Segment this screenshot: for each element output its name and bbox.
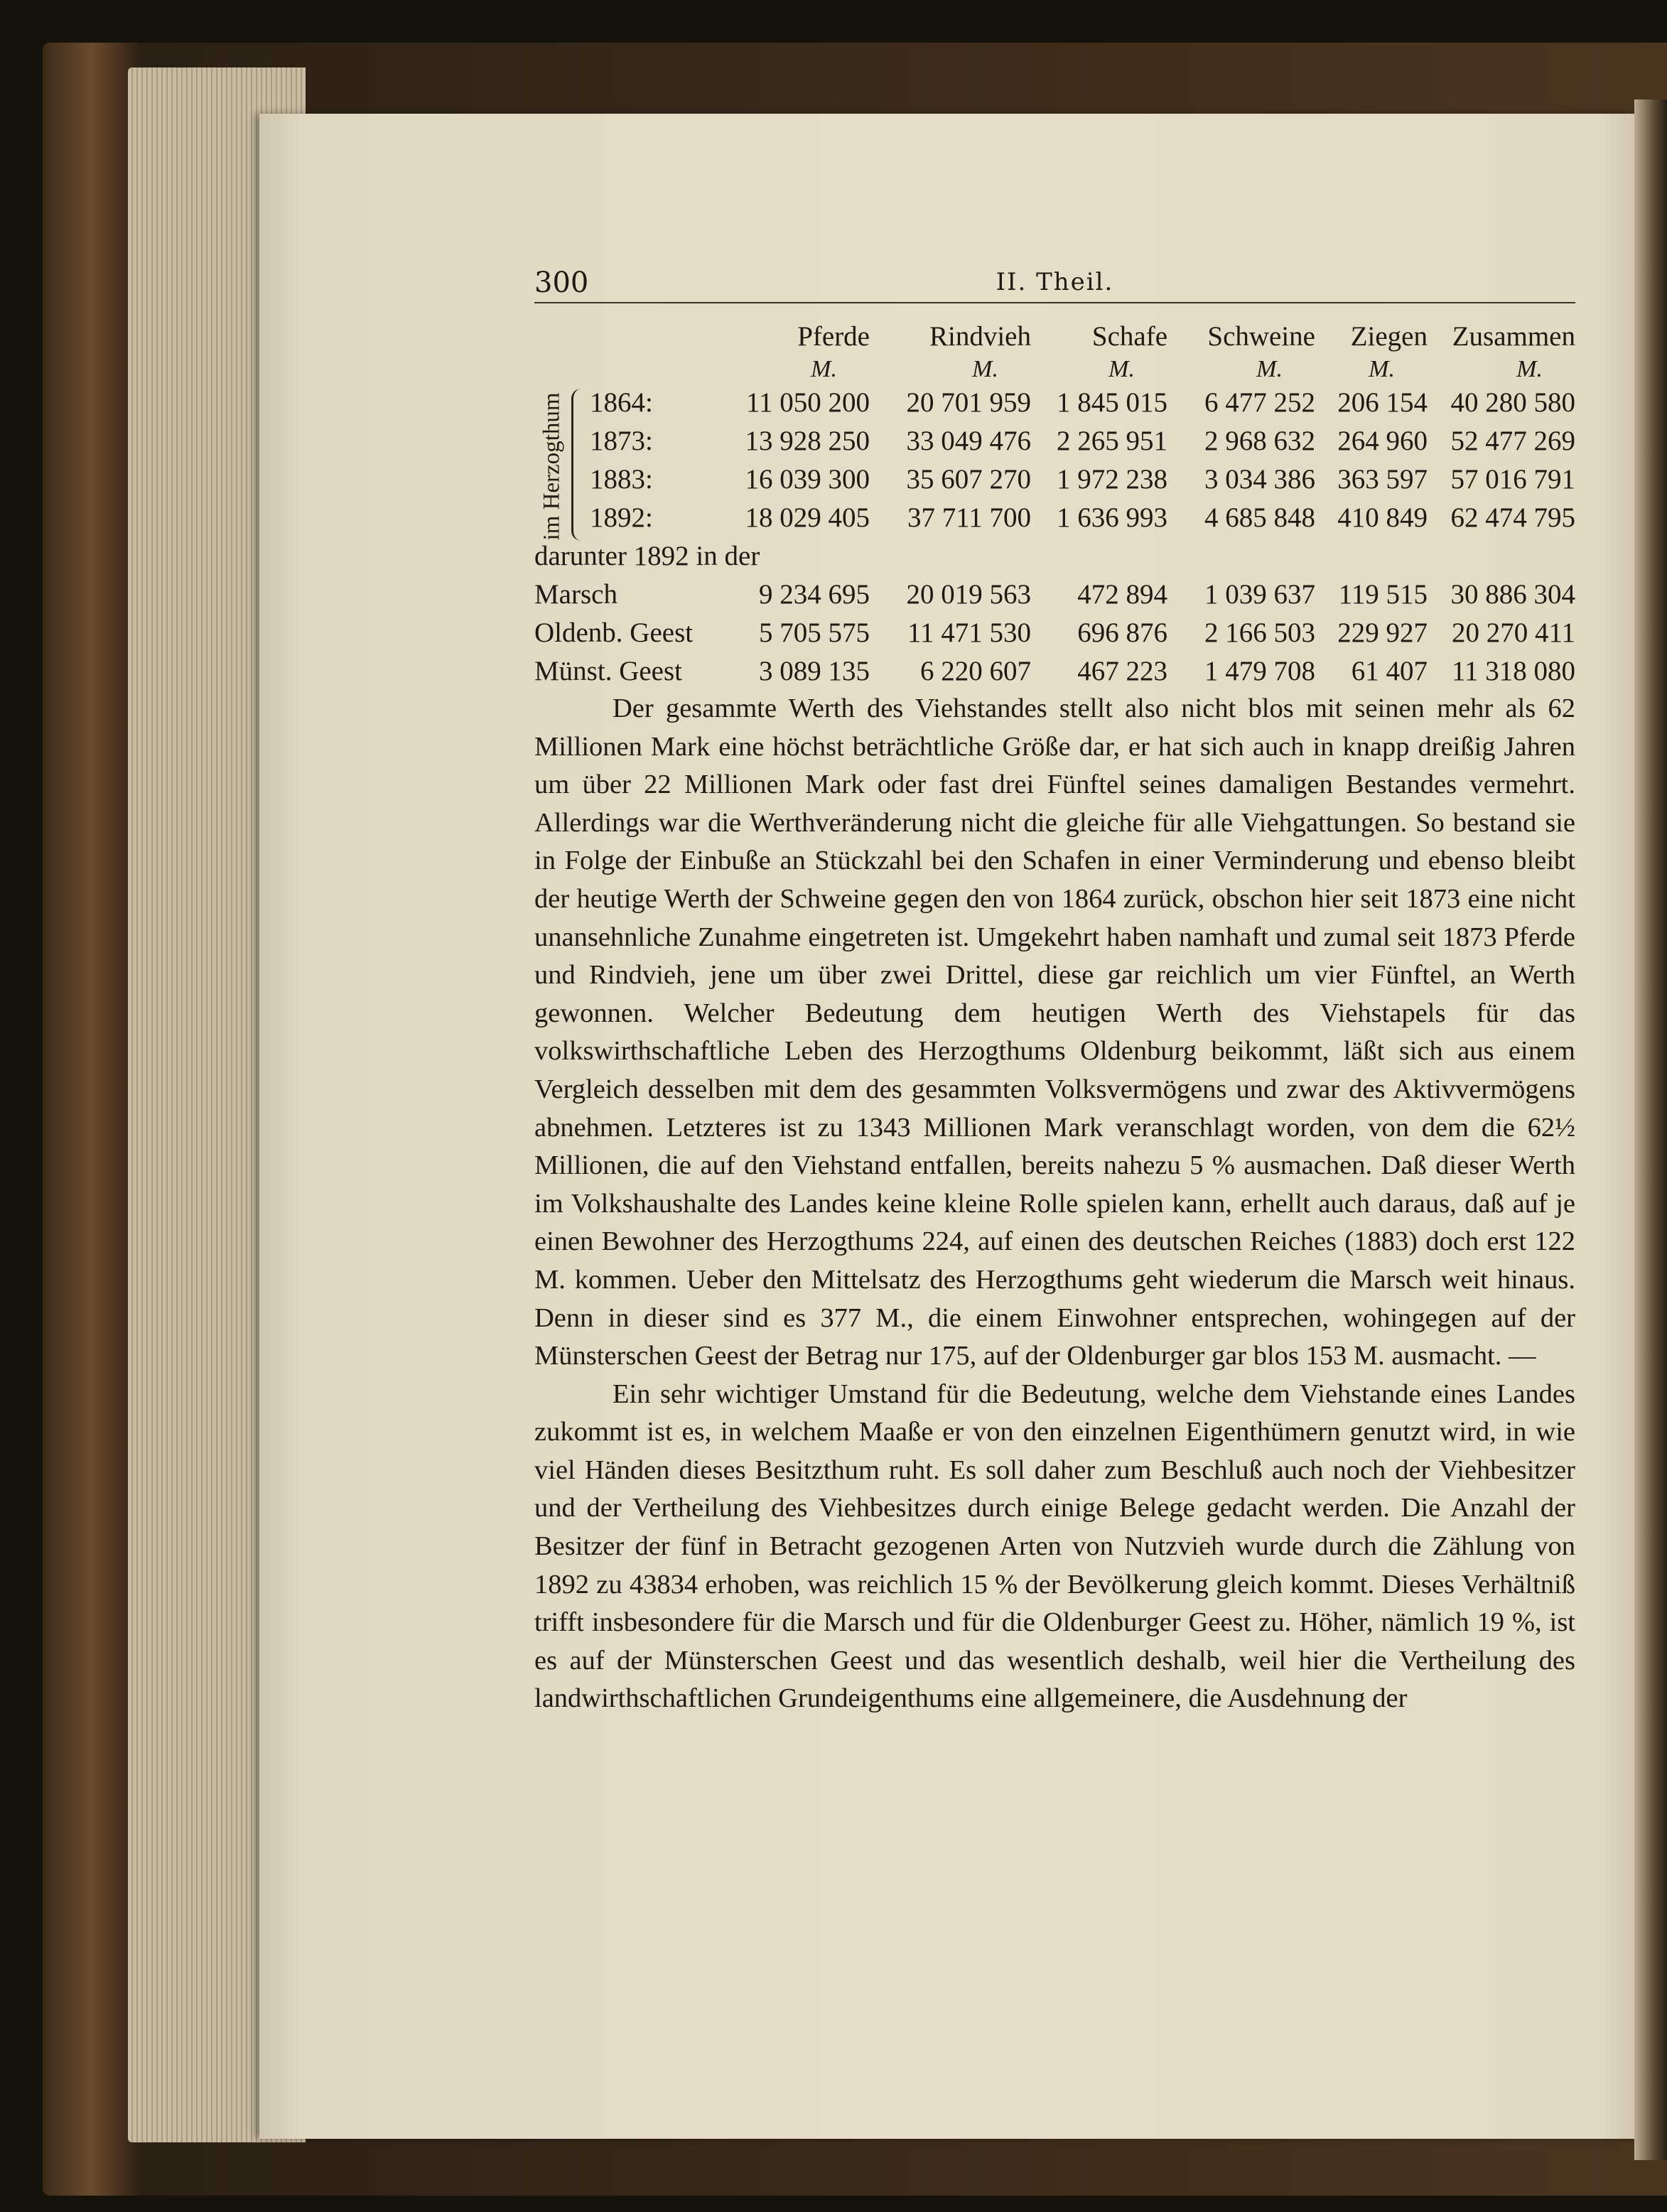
row-label: Oldenb. Geest [534,617,694,648]
table-row [534,383,1575,421]
row-label: 1864: [590,387,653,418]
table-row [534,498,1575,536]
table-row [534,460,1575,498]
table-header-row [534,316,1575,356]
table-cell: 16 039 300 [745,463,870,495]
table-cell: 467 223 [1077,655,1167,686]
table-cell: 20 019 563 [906,578,1031,610]
table-cell: 472 894 [1077,578,1167,610]
brace [571,389,588,541]
page-header [534,259,1575,303]
table-cell: 264 960 [1337,425,1428,456]
table-cell: 1 972 238 [1057,463,1167,495]
table-cell: 363 597 [1337,463,1428,495]
table-cell: 52 477 269 [1450,425,1575,456]
unit-label: M. [1108,356,1135,382]
column-header: Schafe [1091,320,1167,352]
row-label: Marsch [534,578,617,610]
table-cell: 30 886 304 [1450,578,1575,610]
row-label: Münst. Geest [534,655,682,686]
unit-label: M. [1516,356,1543,382]
table-cell: 1 039 637 [1204,578,1315,610]
page-content [534,259,1575,1718]
table-cell: 40 280 580 [1450,387,1575,418]
table-cell: 33 049 476 [906,425,1031,456]
table-cell: 5 705 575 [759,617,870,648]
table-cell: 62 474 795 [1450,502,1575,533]
row-label: 1892: [590,502,653,533]
group-label: im Herzogthum [539,392,565,541]
table-cell: 696 876 [1077,617,1167,648]
column-header: Schweine [1207,320,1315,352]
table-cell: 35 607 270 [906,463,1031,495]
running-head: II. Theil. [996,268,1114,296]
table-cell: 2 968 632 [1204,425,1315,456]
page-number: 300 [534,266,589,299]
table-cell: 410 849 [1337,502,1428,533]
table-row [534,652,1575,690]
table-cell: 11 318 080 [1451,655,1575,686]
table-cell: 1 636 993 [1057,502,1167,533]
table-cell: 13 928 250 [745,425,870,456]
table-cell: 20 270 411 [1451,617,1575,648]
table-cell: 6 477 252 [1204,387,1315,418]
table-cell: 3 089 135 [759,655,870,686]
table-subheading: darunter 1892 in der [534,540,760,571]
table-cell: 4 685 848 [1204,502,1315,533]
table-cell: 2 166 503 [1204,617,1315,648]
unit-label: M. [811,356,837,382]
unit-label: M. [1256,356,1283,382]
livestock-value-table [534,316,1575,690]
row-label: 1883: [590,463,653,495]
column-header: Rindvieh [929,320,1031,352]
table-cell: 20 701 959 [906,387,1031,418]
body-paragraph: Ein sehr wichtiger Umstand für die Bedeutung, welche dem Viehstande eines Landes zukommt ist es, in welchem Maaße er von den einzelnen Eigenthümern genutzt wird, in wie viel Händen dieses Besitzthum ruht. Es soll daher zum Beschluß auch noch der Viehbesitzer und der Vertheilung des Viehbesitzes durch einige Belege gedacht werden. Die Anzahl der Besitzer der fünf in Betracht gezogenen Arten von Nutzvieh wurde durch die Zählung von 1892 zu 43834 erhoben, was reichlich 15 % der Bevölkerung gleich kommt. Dieses Verhältniß trifft insbesondere für die Marsch und für die Oldenburger Geest zu. Höher, nämlich 19 %, ist es auf der Münsterschen Geest und das wesentlich deshalb, weil hier die Vertheilung des landwirthschaftlichen Grundeigenthums eine allgemeinere, die Ausdehnung der [534,1379,1575,1714]
table-cell: 9 234 695 [759,578,870,610]
book-gutter [1634,99,1667,2160]
body-paragraph: Der gesammte Werth des Viehstandes stellt also nicht blos mit seinen mehr als 62 Millionen Mark eine höchst beträchtliche Größe dar, er hat sich auch in knapp dreißig Jahren um über 22 Millionen Mark oder fast drei Fünftel seines damaligen Bestandes vermehrt. Allerdings war die Werthveränderung nicht die gleiche für alle Viehgattungen. So bestand sie in Folge der Einbuße an Stückzahl bei den Schafen in einer Verminderung und ebenso bleibt der heutige Werth der Schweine gegen den von 1864 zurück, obschon hier seit 1873 eine nicht unansehnliche Zunahme eingetreten ist. Umgekehrt haben namhaft und zumal seit 1873 Pferde und Rindvieh, jene um über zwei Drittel, diese gar reichlich um vier Fünftel, an Werth gewonnen. Welcher Bedeutung dem heutigen Werth des Viehstapels für das volkswirthschaftliche Leben des Herzogthums Oldenburg beikommt, läßt sich aus einem Vergleich desselben mit dem des gesammten Volksvermögens und zwar des Aktivvermögens abnehmen. Letzteres ist zu 1343 Millionen Mark veranschlagt worden, von dem die 62½ Millionen, die auf den Viehstand entfallen, bereits nahezu 5 % ausmachen. Daß dieser Werth im Volkshaushalte des Landes keine kleine Rolle spielen kann, erhellt auch daraus, daß auf je einen Bewohner des Herzogthums 224, auf einen des deutschen Reiches (1883) doch erst 122 M. kommen. Ueber den Mittelsatz des Herzogthums geht wiederum die Marsch weit hinaus. Denn in dieser sind es 377 M., die einem Einwohner entsprechen, wohingegen auf der Münsterschen Geest der Betrag nur 175, auf der Oldenburger gar blos 153 M. ausmacht. — [534,694,1575,1371]
table-row [534,421,1575,460]
table-cell: 11 050 200 [745,387,870,418]
table-cell: 3 034 386 [1204,463,1315,495]
column-header: Ziegen [1350,320,1428,352]
table-row [534,613,1575,652]
unit-row [534,356,1575,383]
column-header: Zusammen [1452,320,1575,352]
table-cell: 1 479 708 [1204,655,1315,686]
table-cell: 1 845 015 [1057,387,1167,418]
unit-label: M. [1369,356,1395,382]
table-cell: 206 154 [1337,387,1428,418]
table-cell: 11 471 530 [907,617,1031,648]
table-cell: 18 029 405 [745,502,870,533]
table-cell: 61 407 [1351,655,1428,686]
table-cell: 2 265 951 [1057,425,1167,456]
row-label: 1873: [590,425,653,456]
table-cell: 57 016 791 [1450,463,1575,495]
table-cell: 6 220 607 [920,655,1031,686]
unit-label: M. [972,356,998,382]
table-cell: 229 927 [1337,617,1428,648]
table-cell: 37 711 700 [907,502,1031,533]
table-cell: 119 515 [1338,578,1428,610]
table-row [534,575,1575,613]
column-header: Pferde [797,320,870,352]
table-subheading-row [534,536,1575,575]
